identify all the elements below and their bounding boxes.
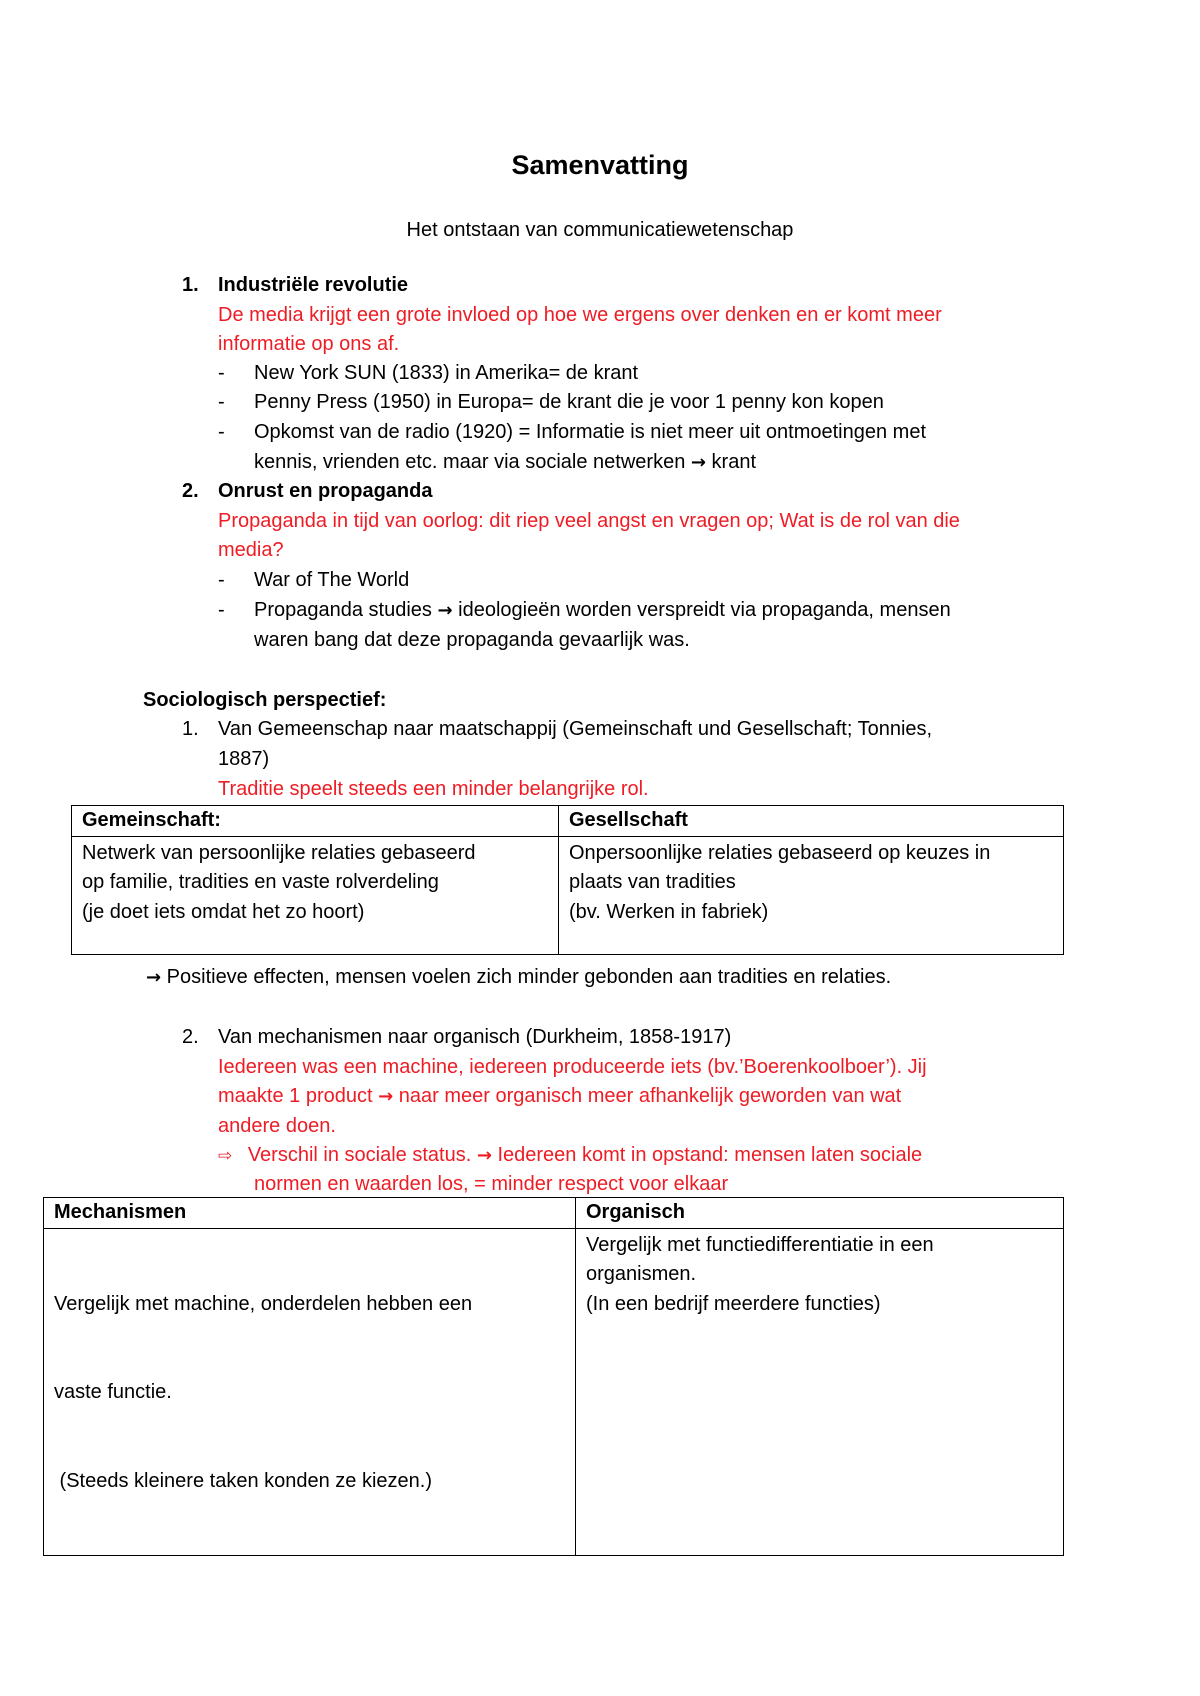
section-1-number: 1. <box>182 274 199 296</box>
mechanismen-table <box>43 1197 1064 1556</box>
after-table-1-text: Positieve effecten, mensen voelen zich minder gebonden aan tradities en relaties. <box>166 966 892 988</box>
socio-item-2-line: Van mechanismen naar organisch (Durkheim, 1858-1917) <box>218 1026 732 1048</box>
bullet-dash: - <box>218 391 225 413</box>
section-1-heading: Industriële revolutie <box>218 274 409 296</box>
section-1-bullet-3-continuation <box>254 448 756 478</box>
cell-line: Vergelijk met machine, onderdelen hebben een <box>54 1292 473 1315</box>
bullet-dash: - <box>218 569 225 591</box>
table-cell <box>559 836 1064 954</box>
cell-line: Netwerk van persoonlijke relaties gebaseerd <box>82 841 476 864</box>
right-arrow-icon: → <box>690 452 706 473</box>
socio-item-2-note-1: Iedereen was een machine, iedereen produceerde iets (bv.’Boerenkoolboer’). Jij <box>218 1056 927 1078</box>
document-subtitle: Het ontstaan van communicatiewetenschap <box>406 219 794 241</box>
socio-item-1-line-1: Van Gemeenschap naar maatschappij (Gemeinschaft und Gesellschaft; Tonnies, <box>218 718 933 740</box>
cell-line: op familie, tradities en vaste rolverdeling <box>82 871 439 893</box>
cell-line: (Steeds kleinere taken konden ze kiezen.) <box>54 1469 432 1492</box>
cell-line: (bv. Werken in fabriek) <box>569 900 769 923</box>
bullet-3-text-a: kennis, vrienden etc. maar via sociale netwerken <box>254 451 686 473</box>
socio-item-1-note: Traditie speelt steeds een minder belangrijke rol. <box>218 778 649 800</box>
outline-arrow-icon: ⇨ <box>218 1146 233 1166</box>
note-text-b: naar meer organisch meer afhankelijk geworden van wat <box>398 1085 902 1107</box>
section-2-bullet-2 <box>254 596 951 626</box>
bullet-2-text-b: ideologieën worden verspreidt via propaganda, mensen <box>458 599 951 621</box>
cell-line: vaste functie. <box>54 1381 172 1403</box>
right-arrow-icon: → <box>476 1145 492 1166</box>
table-header: Mechanismen <box>44 1198 576 1229</box>
sociological-heading: Sociologisch perspectief: <box>143 689 387 711</box>
table-header: Gesellschaft <box>559 806 1064 837</box>
socio-item-2-sub-continuation: normen en waarden los, = minder respect voor elkaar <box>254 1173 729 1195</box>
cell-line: Onpersoonlijke relaties gebaseerd op keuzes in <box>569 841 991 864</box>
socio-item-2-note-3: andere doen. <box>218 1115 336 1137</box>
after-table-1-note <box>146 963 891 993</box>
bullet-dash: - <box>218 421 225 443</box>
section-1-bullet-3: Opkomst van de radio (1920) = Informatie is niet meer uit ontmoetingen met <box>254 421 927 443</box>
section-2-heading: Onrust en propaganda <box>218 480 433 502</box>
sub-text-a: Verschil in sociale status. <box>247 1144 472 1166</box>
section-1-bullet-1: New York SUN (1833) in Amerika= de krant <box>254 362 639 384</box>
section-2-number: 2. <box>182 480 199 502</box>
socio-item-1-line-2: 1887) <box>218 748 270 770</box>
right-arrow-icon: → <box>437 600 453 621</box>
section-1-bullet-2: Penny Press (1950) in Europa= de krant die je voor 1 penny kon kopen <box>254 391 884 413</box>
cell-line: (je doet iets omdat het zo hoort) <box>82 900 365 923</box>
table-cell <box>72 836 559 954</box>
table-header: Gemeinschaft: <box>72 806 559 837</box>
table-cell <box>576 1228 1064 1556</box>
cell-line: plaats van tradities <box>569 871 736 893</box>
table-cell <box>44 1228 576 1556</box>
document-title: Samenvatting <box>511 150 689 180</box>
note-text-a: maakte 1 product <box>218 1085 373 1107</box>
bullet-3-text-b: krant <box>711 451 757 473</box>
bullet-dash: - <box>218 362 225 384</box>
section-1-note-line-2: informatie op ons af. <box>218 333 400 355</box>
table-header: Organisch <box>576 1198 1064 1229</box>
section-2-bullet-1: War of The World <box>254 569 410 591</box>
cell-line: Vergelijk met functiedifferentiatie in een <box>586 1233 934 1256</box>
gemeinschaft-table <box>71 805 1064 955</box>
section-1-note-line-1: De media krijgt een grote invloed op hoe we ergens over denken en er komt meer <box>218 304 942 326</box>
bullet-dash: - <box>218 599 225 621</box>
socio-item-2-sub-bullet <box>218 1141 922 1172</box>
right-arrow-icon: → <box>378 1086 394 1107</box>
sub-text-b: Iedereen komt in opstand: mensen laten sociale <box>497 1144 923 1166</box>
cell-line: (In een bedrijf meerdere functies) <box>586 1292 881 1315</box>
socio-item-2-note-2 <box>218 1082 901 1112</box>
right-arrow-icon: → <box>146 967 162 988</box>
section-2-bullet-2-continuation: waren bang dat deze propaganda gevaarlijk was. <box>254 629 690 651</box>
bullet-2-text-a: Propaganda studies <box>254 599 432 621</box>
section-2-note-line-2: media? <box>218 539 284 561</box>
socio-item-1-number: 1. <box>182 718 199 740</box>
section-2-note-line-1: Propaganda in tijd van oorlog: dit riep veel angst en vragen op; Wat is de rol van die <box>218 510 960 532</box>
socio-item-2-number: 2. <box>182 1026 199 1048</box>
cell-line: organismen. <box>586 1263 697 1285</box>
